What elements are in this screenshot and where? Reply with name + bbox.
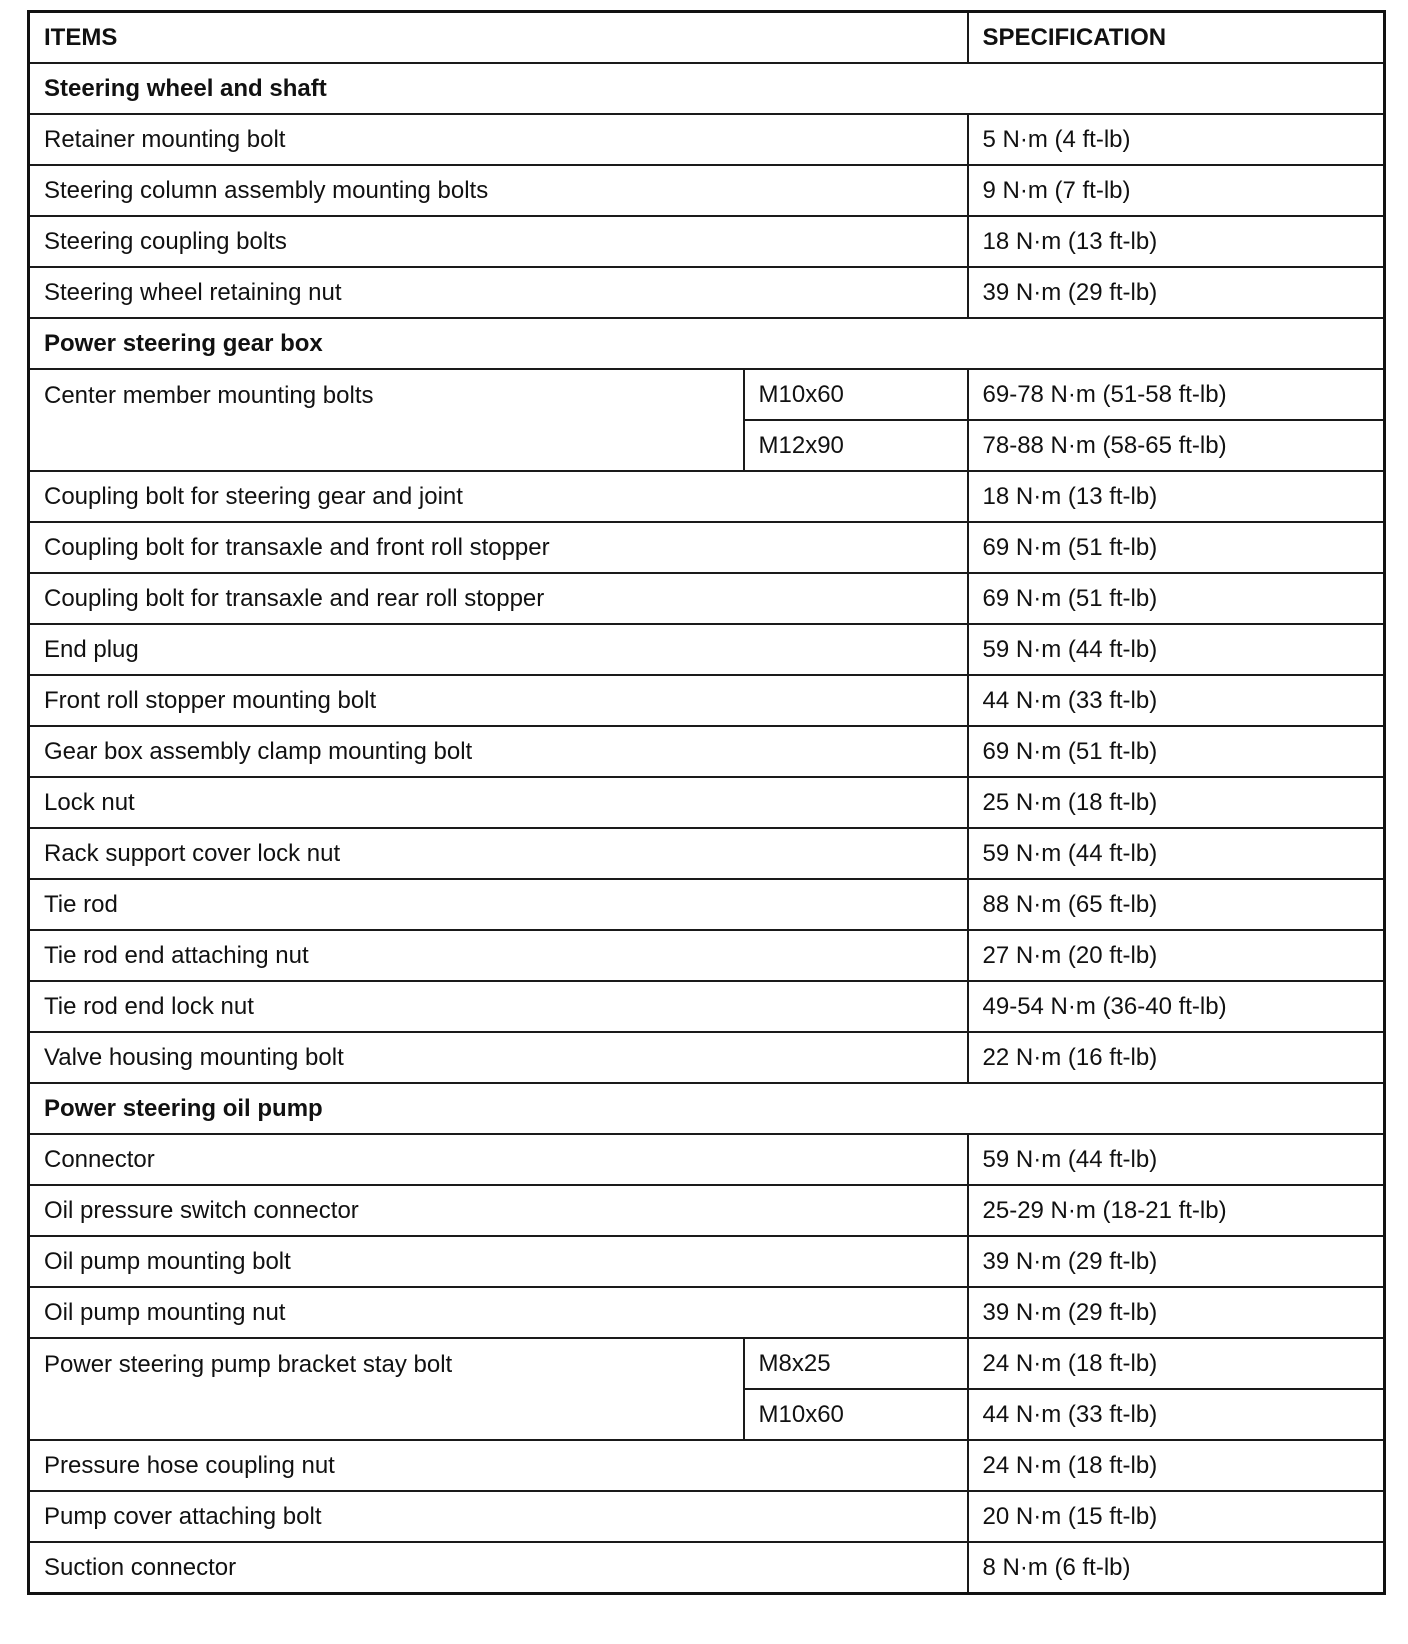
- item-spec: 25 N·m (18 ft-lb): [968, 777, 1385, 828]
- item-spec: 69 N·m (51 ft-lb): [968, 522, 1385, 573]
- item-spec: 44 N·m (33 ft-lb): [968, 675, 1385, 726]
- item-name: Tie rod end attaching nut: [29, 930, 968, 981]
- item-name: Tie rod: [29, 879, 968, 930]
- table-row: [29, 777, 1385, 828]
- item-size: M12x90: [744, 420, 968, 471]
- item-spec: 59 N·m (44 ft-lb): [968, 624, 1385, 675]
- item-spec: 39 N·m (29 ft-lb): [968, 267, 1385, 318]
- item-name: Gear box assembly clamp mounting bolt: [29, 726, 968, 777]
- item-name: Front roll stopper mounting bolt: [29, 675, 968, 726]
- table-row: [29, 267, 1385, 318]
- item-size: M10x60: [744, 1389, 968, 1440]
- section-row: [29, 1083, 1385, 1134]
- item-spec: 59 N·m (44 ft-lb): [968, 828, 1385, 879]
- header-row: [29, 12, 1385, 64]
- item-spec: 24 N·m (18 ft-lb): [968, 1440, 1385, 1491]
- item-spec: 24 N·m (18 ft-lb): [968, 1338, 1385, 1389]
- item-spec: 69 N·m (51 ft-lb): [968, 573, 1385, 624]
- item-name: End plug: [29, 624, 968, 675]
- item-name: Valve housing mounting bolt: [29, 1032, 968, 1083]
- table-row: [29, 471, 1385, 522]
- table-row: [29, 1185, 1385, 1236]
- table-row: [29, 1236, 1385, 1287]
- item-spec: 59 N·m (44 ft-lb): [968, 1134, 1385, 1185]
- items-header: ITEMS: [29, 12, 968, 64]
- table-row: [29, 1338, 1385, 1389]
- table-row: [29, 930, 1385, 981]
- section-title: Power steering gear box: [29, 318, 1385, 369]
- table-row: [29, 216, 1385, 267]
- table-row: [29, 1032, 1385, 1083]
- table-row: [29, 1542, 1385, 1594]
- item-name: Pressure hose coupling nut: [29, 1440, 968, 1491]
- item-spec: 39 N·m (29 ft-lb): [968, 1287, 1385, 1338]
- item-spec: 22 N·m (16 ft-lb): [968, 1032, 1385, 1083]
- table-row: [29, 114, 1385, 165]
- table-row: [29, 1134, 1385, 1185]
- item-spec: 20 N·m (15 ft-lb): [968, 1491, 1385, 1542]
- item-spec: 18 N·m (13 ft-lb): [968, 471, 1385, 522]
- section-title: Power steering oil pump: [29, 1083, 1385, 1134]
- section-title: Steering wheel and shaft: [29, 63, 1385, 114]
- item-spec: 88 N·m (65 ft-lb): [968, 879, 1385, 930]
- table-row: [29, 1287, 1385, 1338]
- table-row: [29, 828, 1385, 879]
- table-body: [29, 63, 1385, 1594]
- specification-header: SPECIFICATION: [968, 12, 1385, 64]
- table-row: [29, 726, 1385, 777]
- table-row: [29, 522, 1385, 573]
- item-name: Steering wheel retaining nut: [29, 267, 968, 318]
- item-name: Steering coupling bolts: [29, 216, 968, 267]
- item-name: Retainer mounting bolt: [29, 114, 968, 165]
- table-row: [29, 369, 1385, 420]
- item-name: Lock nut: [29, 777, 968, 828]
- item-spec: 25-29 N·m (18-21 ft-lb): [968, 1185, 1385, 1236]
- table-row: [29, 624, 1385, 675]
- item-name: Tie rod end lock nut: [29, 981, 968, 1032]
- table-row: [29, 573, 1385, 624]
- item-spec: 78-88 N·m (58-65 ft-lb): [968, 420, 1385, 471]
- item-name: Center member mounting bolts: [29, 369, 744, 471]
- item-size: M10x60: [744, 369, 968, 420]
- item-name: Oil pressure switch connector: [29, 1185, 968, 1236]
- table-row: [29, 1440, 1385, 1491]
- section-row: [29, 318, 1385, 369]
- item-spec: 39 N·m (29 ft-lb): [968, 1236, 1385, 1287]
- item-spec: 44 N·m (33 ft-lb): [968, 1389, 1385, 1440]
- torque-spec-table: [27, 10, 1386, 1595]
- item-spec: 8 N·m (6 ft-lb): [968, 1542, 1385, 1594]
- item-name: Coupling bolt for steering gear and joint: [29, 471, 968, 522]
- item-name: Connector: [29, 1134, 968, 1185]
- item-name: Coupling bolt for transaxle and front roll stopper: [29, 522, 968, 573]
- table-row: [29, 981, 1385, 1032]
- item-spec: 27 N·m (20 ft-lb): [968, 930, 1385, 981]
- item-spec: 5 N·m (4 ft-lb): [968, 114, 1385, 165]
- table-row: [29, 879, 1385, 930]
- item-name: Rack support cover lock nut: [29, 828, 968, 879]
- item-spec: 69-78 N·m (51-58 ft-lb): [968, 369, 1385, 420]
- item-spec: 18 N·m (13 ft-lb): [968, 216, 1385, 267]
- item-name: Power steering pump bracket stay bolt: [29, 1338, 744, 1440]
- item-name: Pump cover attaching bolt: [29, 1491, 968, 1542]
- item-spec: 49-54 N·m (36-40 ft-lb): [968, 981, 1385, 1032]
- item-name: Coupling bolt for transaxle and rear roll stopper: [29, 573, 968, 624]
- item-spec: 69 N·m (51 ft-lb): [968, 726, 1385, 777]
- item-size: M8x25: [744, 1338, 968, 1389]
- item-name: Oil pump mounting bolt: [29, 1236, 968, 1287]
- item-name: Steering column assembly mounting bolts: [29, 165, 968, 216]
- table-row: [29, 1491, 1385, 1542]
- item-name: Suction connector: [29, 1542, 968, 1594]
- item-spec: 9 N·m (7 ft-lb): [968, 165, 1385, 216]
- table-row: [29, 165, 1385, 216]
- section-row: [29, 63, 1385, 114]
- item-name: Oil pump mounting nut: [29, 1287, 968, 1338]
- table-row: [29, 675, 1385, 726]
